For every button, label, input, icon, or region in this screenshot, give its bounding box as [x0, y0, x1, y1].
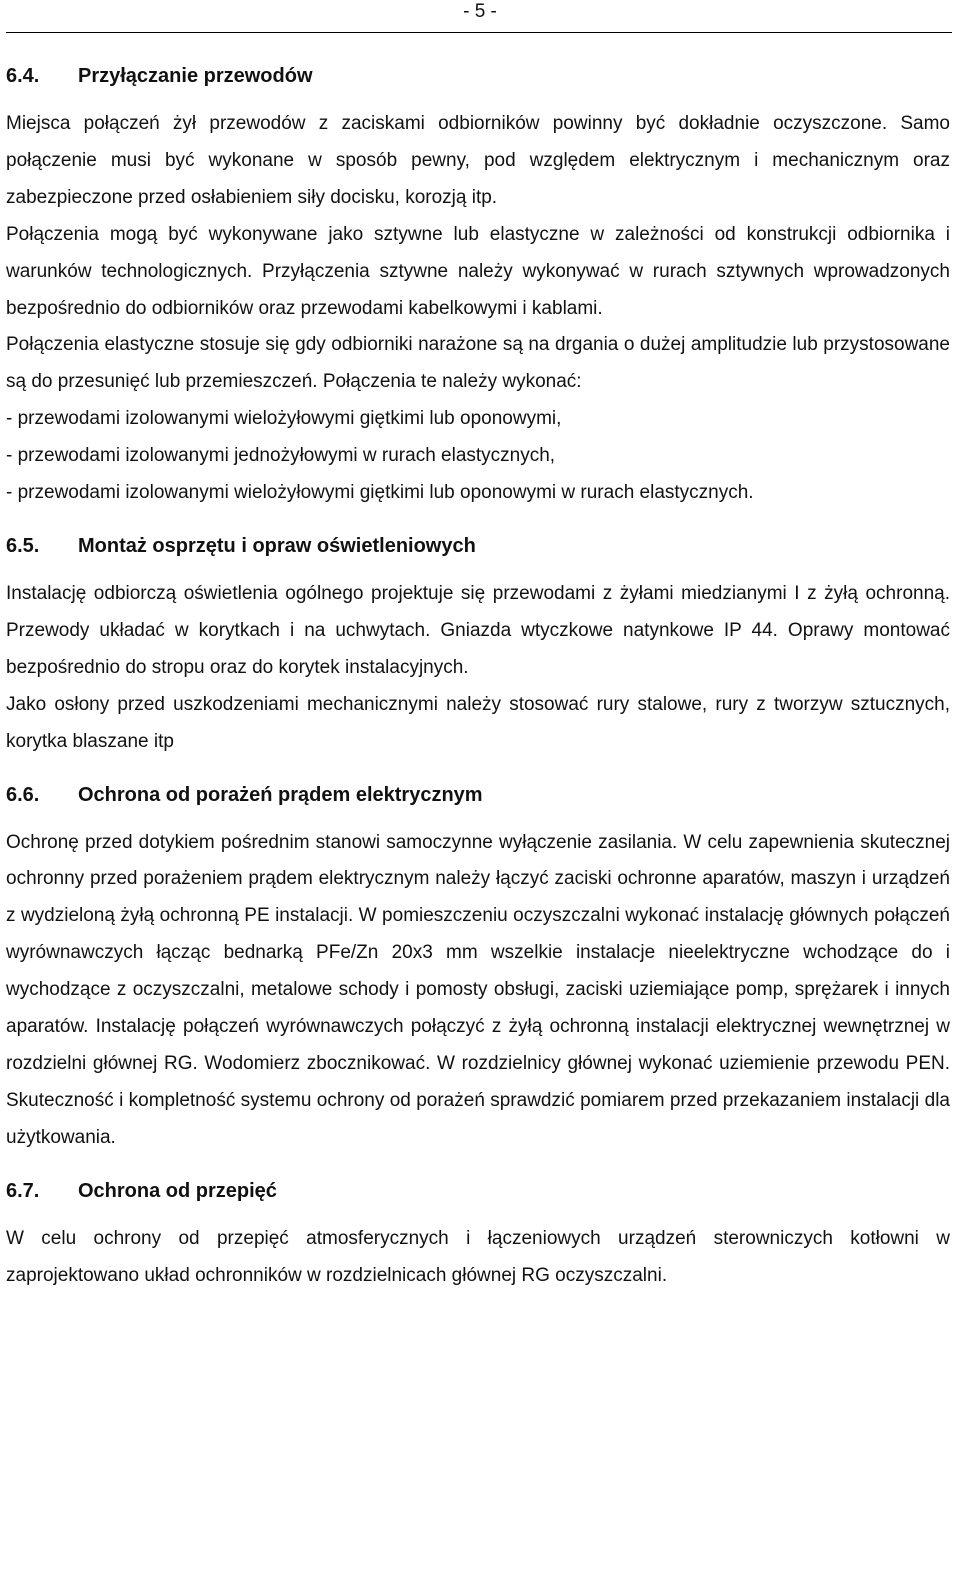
list-item: - przewodami izolowanymi wielożyłowymi giętkimi lub oponowymi,: [6, 408, 562, 430]
section-6-6: [6, 781, 950, 1157]
paragraph: Połączenia elastyczne stosuje się gdy odbiorniki narażone są na drgania o dużej amplitudzie lub przystosowane są do przesunięć lub przemieszczeń. Połączenia te należy wykonać:: [6, 334, 950, 393]
paragraph: Połączenia mogą być wykonywane jako sztywne lub elastyczne w zależności od konstrukcji odbiornika i warunków technologicznych. Przyłączenia sztywne należy wykonywać w rurach sztywnych wprowadzonych bezpośrednio do odbiorników oraz przewodami kabelkowymi i kablami.: [6, 223, 950, 319]
paragraph: Ochronę przed dotykiem pośrednim stanowi samoczynne wyłączenie zasilania. W celu zapewnienia skutecznej ochronny przed porażeniem prądem elektrycznym należy łączyć zaciski ochronne aparatów, maszyn i urządzeń z wydzieloną żyłą ochronną PE instalacji. W pomieszczeniu oczyszczalni wykonać instalację głównych połączeń wyrównawczych łącząc bednarką PFe/Zn 20x3 mm wszelkie instalacje nieelektryczne wchodzące do i wychodzące z oczyszczalni, metalowe schody i pomosty obsługi, zaciski uziemiające pomp, sprężarek i innych aparatów. Instalację połączeń wyrównawczych połączyć z żyłą ochronną instalacji elektrycznej wewnętrznej w rozdzielni głównej RG. Wodomierz zbocznikować. W rozdzielnicy głównej wykonać uziemienie przewodu PEN. Skuteczność i kompletność systemu ochrony od porażeń sprawdzić pomiarem przed przekazaniem instalacji dla użytkowania.: [6, 831, 950, 1148]
section-heading: [6, 781, 950, 809]
header-rule: [6, 32, 952, 33]
section-6-4: [6, 62, 950, 512]
section-heading: [6, 1177, 950, 1205]
page-number: - 5 -: [463, 1, 497, 22]
section-heading: [6, 532, 950, 560]
section-6-5: [6, 532, 950, 761]
list-item: - przewodami izolowanymi jednożyłowymi w rurach elastycznych,: [6, 445, 556, 467]
section-number: 6.5.: [6, 534, 40, 557]
section-title: Ochrona od przepięć: [78, 1179, 277, 1202]
paragraph: Jako osłony przed uszkodzeniami mechanicznymi należy stosować rury stalowe, rury z tworzyw sztucznych, korytka blaszane itp: [6, 693, 950, 752]
list-item: - przewodami izolowanymi wielożyłowymi giętkimi lub oponowymi w rurach elastycznych.: [6, 482, 754, 504]
section-heading: [6, 62, 950, 90]
section-title: Przyłączanie przewodów: [78, 65, 313, 87]
section-title: Ochrona od porażeń prądem elektrycznym: [78, 783, 483, 806]
paragraph: Miejsca połączeń żył przewodów z zaciskami odbiorników powinny być dokładnie oczyszczone. Samo połączenie musi być wykonane w sposób pewny, pod względem elektrycznym i mechanicznym oraz zabezpieczone przed osłabieniem siły docisku, korozją itp.: [6, 113, 950, 208]
document-body: [6, 62, 950, 1294]
paragraph: Instalację odbiorczą oświetlenia ogólnego projektuje się przewodami z żyłami miedzianymi I z żyłą ochronną. Przewody układać w korytkach i na uchwytach. Gniazda wtyczkowe natynkowe IP 44. Oprawy montować bezpośrednio do stropu oraz do korytek instalacyjnych.: [6, 582, 950, 678]
section-title: Montaż osprzętu i opraw oświetleniowych: [78, 534, 476, 557]
section-number: 6.6.: [6, 783, 40, 806]
section-number: 6.7.: [6, 1179, 40, 1202]
section-number: 6.4.: [6, 65, 40, 87]
paragraph: W celu ochrony od przepięć atmosferycznych i łączeniowych urządzeń sterowniczych kotłowni w zaprojektowano układ ochronników w rozdzielnicach głównej RG oczyszczalni.: [6, 1227, 950, 1286]
bullet-list: [6, 401, 950, 512]
section-6-7: [6, 1177, 950, 1295]
